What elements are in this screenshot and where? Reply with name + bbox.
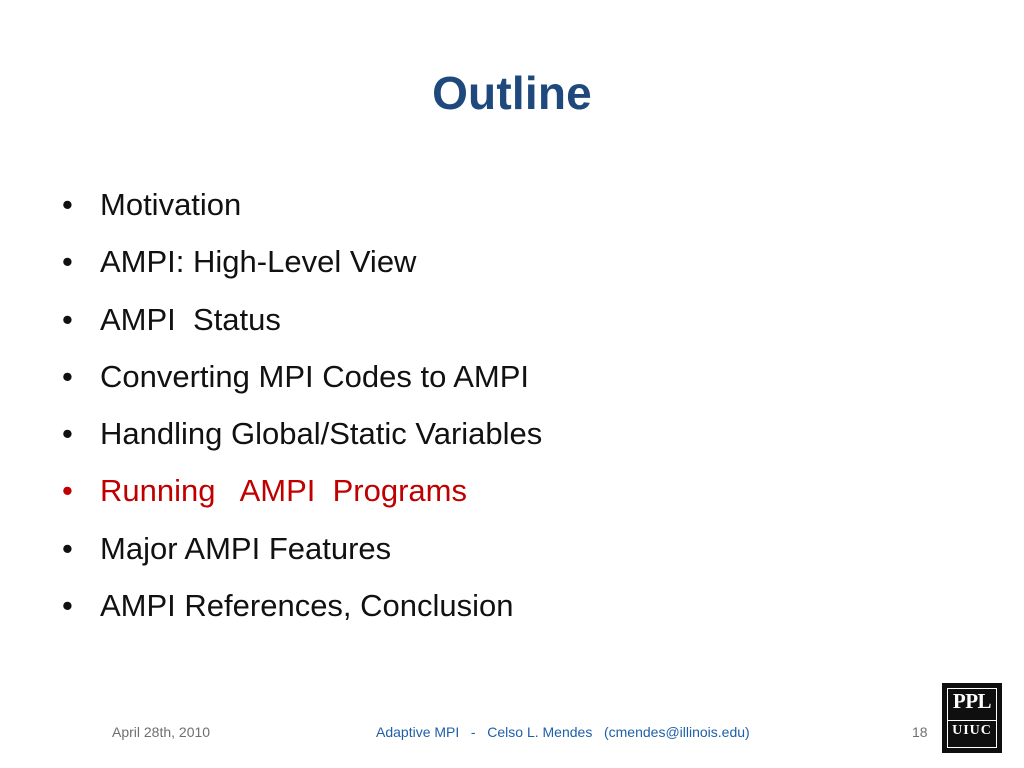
outline-item-motivation — [62, 187, 242, 244]
bullet-icon: • — [62, 358, 73, 394]
slide-number: 18 — [912, 724, 928, 740]
outline-item-high-level-view — [62, 244, 417, 301]
bullet-icon: • — [62, 187, 73, 222]
outline-item-label: Handling Global/Static Variables — [100, 416, 543, 452]
outline-item-label: AMPI References, Conclusion — [100, 588, 514, 624]
bullet-icon: • — [62, 473, 73, 509]
outline-item-label: Converting MPI Codes to AMPI — [100, 358, 530, 394]
logo-divider — [948, 720, 996, 721]
bullet-icon: • — [62, 301, 73, 337]
bullet-icon: • — [62, 244, 73, 280]
ppl-logo — [942, 683, 1002, 753]
logo-top-text: PPL — [952, 689, 992, 713]
outline-item-label: AMPI Status — [100, 301, 281, 337]
outline-item-label: Running AMPI Programs — [100, 473, 467, 509]
outline-item-major-features — [62, 530, 392, 588]
outline-item-status — [62, 301, 281, 359]
bullet-icon: • — [62, 530, 73, 566]
outline-item-label: Major AMPI Features — [100, 530, 392, 566]
bullet-icon: • — [62, 588, 73, 624]
outline-item-label: AMPI: High-Level View — [100, 244, 417, 280]
outline-item-global-static — [62, 416, 543, 473]
bullet-icon: • — [62, 416, 73, 452]
outline-list — [62, 187, 543, 645]
outline-item-running-current — [62, 473, 467, 530]
footer-date: April 28th, 2010 — [112, 724, 211, 740]
slide-title: Outline — [432, 67, 592, 119]
footer-presentation-info: Adaptive MPI - Celso L. Mendes (cmendes@illinois.edu) — [376, 724, 750, 740]
outline-item-label: Motivation — [100, 187, 242, 222]
outline-item-references — [62, 588, 514, 645]
outline-item-converting — [62, 358, 530, 416]
logo-bottom-text: UIUC — [952, 723, 992, 738]
